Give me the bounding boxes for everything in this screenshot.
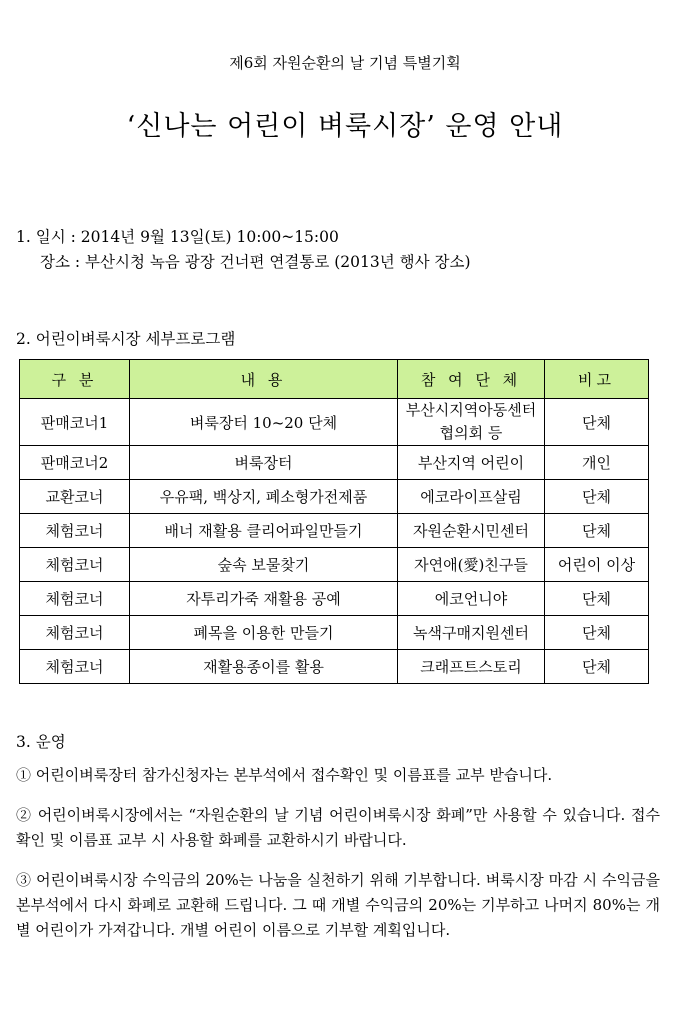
cell-category: 교환코너 bbox=[20, 480, 130, 514]
table-row bbox=[20, 446, 649, 480]
header-category: 구 분 bbox=[20, 360, 130, 399]
table-row bbox=[20, 582, 649, 616]
cell-category: 체험코너 bbox=[20, 548, 130, 582]
event-subtitle: 제6회 자원순환의 날 기념 특별기획 bbox=[229, 54, 461, 72]
cell-group: 자연애(愛)친구들 bbox=[398, 548, 545, 582]
cell-content: 배너 재활용 클리어파일만들기 bbox=[130, 514, 398, 548]
cell-group: 자원순환시민센터 bbox=[398, 514, 545, 548]
table-row bbox=[20, 650, 649, 684]
table-row bbox=[20, 514, 649, 548]
cell-category: 체험코너 bbox=[20, 582, 130, 616]
cell-note: 단체 bbox=[545, 582, 649, 616]
header-note: 비고 bbox=[545, 360, 649, 399]
cell-note: 단체 bbox=[545, 650, 649, 684]
table-row bbox=[20, 548, 649, 582]
cell-content: 자투리가죽 재활용 공예 bbox=[130, 582, 398, 616]
place-line: 장소 : 부산시청 녹음 광장 건너편 연결통로 (2013년 행사 장소) bbox=[40, 253, 471, 271]
document-title: ‘신나는 어린이 벼룩시장’ 운영 안내 bbox=[126, 111, 564, 142]
operation-paragraph-2: ② 어린이벼룩시장에서는 “자원순환의 날 기념 어린이벼룩시장 화폐”만 사용할 수 있습니다. 접수확인 및 이름표 교부 시 사용할 화폐를 교환하시기 바랍니다. bbox=[16, 806, 660, 849]
table-header-row bbox=[20, 360, 649, 399]
date-line: 1. 일시 : 2014년 9월 13일(토) 10:00~15:00 bbox=[16, 228, 339, 246]
cell-category: 체험코너 bbox=[20, 616, 130, 650]
cell-content: 우유팩, 백상지, 폐소형가전제품 bbox=[130, 480, 398, 514]
cell-category: 판매코너2 bbox=[20, 446, 130, 480]
operation-paragraph-1: ① 어린이벼룩장터 참가신청자는 본부석에서 접수확인 및 이름표를 교부 받습니다. bbox=[16, 766, 553, 784]
cell-category: 체험코너 bbox=[20, 650, 130, 684]
cell-group: 부산지역 어린이 bbox=[398, 446, 545, 480]
program-heading: 2. 어린이벼룩시장 세부프로그램 bbox=[16, 330, 236, 348]
header-group: 참 여 단 체 bbox=[398, 360, 545, 399]
cell-group: 에코언니야 bbox=[398, 582, 545, 616]
cell-note: 단체 bbox=[545, 399, 649, 446]
cell-note: 단체 bbox=[545, 480, 649, 514]
operation-paragraph-3: ③ 어린이벼룩시장 수익금의 20%는 나눔을 실천하기 위해 기부합니다. 벼룩시장 마감 시 수익금을 본부석에서 다시 화폐로 교환해 드립니다. 그 때 개별 수익금의 20%는 기부하고 나머지 80%는 개별 어린이가 가져갑니다. 개별 어린이 이름으로 기부할 계획입니다. bbox=[16, 871, 660, 939]
cell-content: 폐목을 이용한 만들기 bbox=[130, 616, 398, 650]
cell-note: 단체 bbox=[545, 616, 649, 650]
cell-note: 단체 bbox=[545, 514, 649, 548]
cell-content: 벼룩장터 bbox=[130, 446, 398, 480]
table-row bbox=[20, 480, 649, 514]
cell-content: 벼룩장터 10~20 단체 bbox=[130, 399, 398, 446]
cell-group: 부산시지역아동센터협의회 등 bbox=[398, 399, 545, 446]
cell-group: 녹색구매지원센터 bbox=[398, 616, 545, 650]
header-content: 내 용 bbox=[130, 360, 398, 399]
cell-category: 체험코너 bbox=[20, 514, 130, 548]
table-row bbox=[20, 616, 649, 650]
cell-content: 숲속 보물찾기 bbox=[130, 548, 398, 582]
operation-heading: 3. 운영 bbox=[16, 733, 66, 751]
table-row bbox=[20, 399, 649, 446]
cell-content: 재활용종이를 활용 bbox=[130, 650, 398, 684]
cell-category: 판매코너1 bbox=[20, 399, 130, 446]
cell-group: 크래프트스토리 bbox=[398, 650, 545, 684]
cell-group: 에코라이프살림 bbox=[398, 480, 545, 514]
program-table bbox=[19, 359, 649, 684]
cell-note: 어린이 이상 bbox=[545, 548, 649, 582]
cell-note: 개인 bbox=[545, 446, 649, 480]
